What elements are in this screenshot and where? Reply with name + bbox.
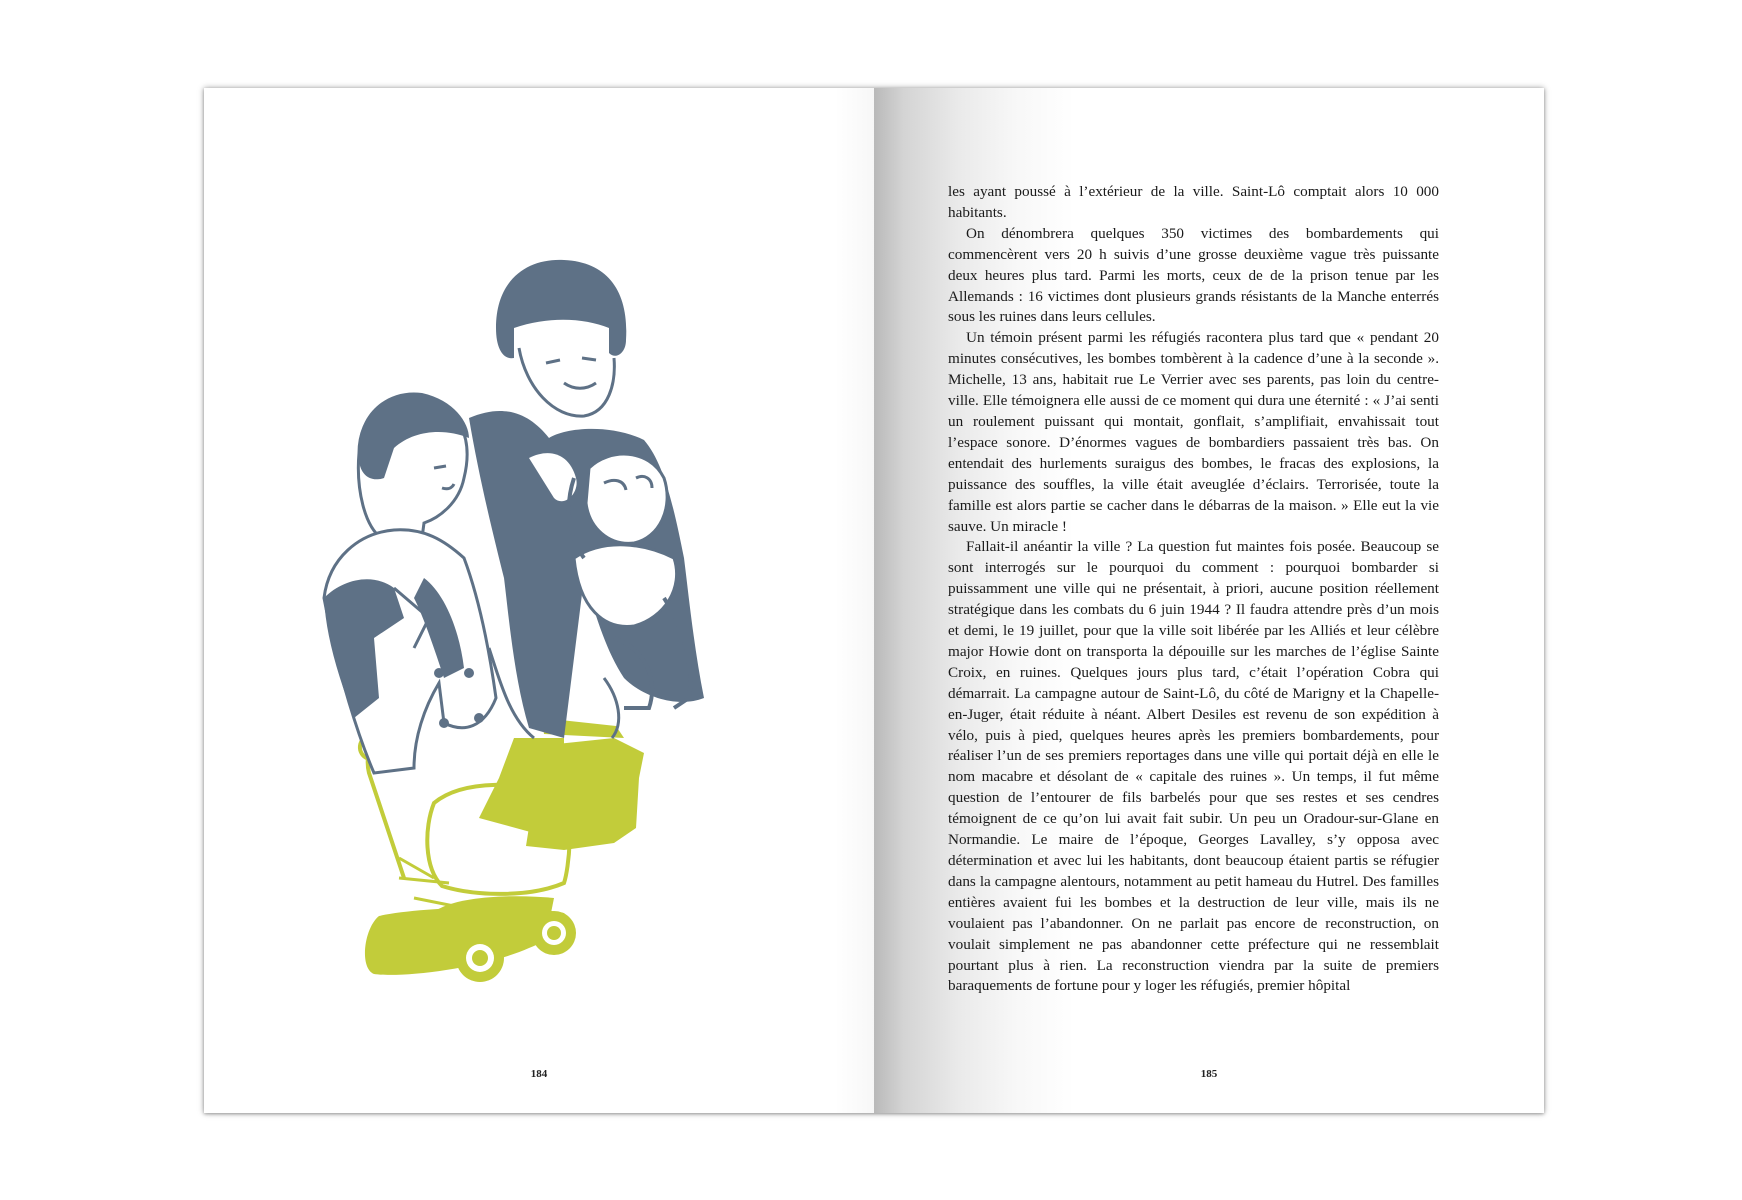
page-number-right: 185 <box>1200 1068 1218 1080</box>
gutter-shadow <box>834 88 874 1113</box>
page-number-left: 184 <box>530 1068 548 1080</box>
book-spread <box>204 88 1544 1113</box>
right-page <box>874 88 1544 1113</box>
paragraph: Un témoin présent parmi les réfugiés racontera plus tard que « pendant 20 minutes consécutives, les bombes tombèrent à la cadence d’une à la seconde ». Michelle, 13 ans, habitait rue Le Verrier avec ses parents, pas loin du centre-ville. Elle témoignera elle aussi de ce moment qui dura une éternité : « J’ai senti un roulement puissant qui montait, gonflait, s’amplifiait, envahissait tout l’espace sonore. D’énormes vagues de bombardiers passaient très bas. On entendait des hurlements suraigus des bombes, le fracas des explosions, la puissance des souffles, la ville était aveuglée d’éclairs. Terrorisée, toute la famille est alors partie se cacher dans le débarras de la maison. » Elle eut la vie sauve. Un miracle ! <box>948 329 1439 535</box>
body-text <box>948 182 1439 997</box>
family-illustration <box>264 178 824 1018</box>
paragraph: Fallait-il anéantir la ville ? La question fut maintes fois posée. Beaucoup se sont interrogés sur le pourquoi du comment : pourquoi bombarder si puissamment une ville qui ne présentait, à priori, aucune position réellement stratégique dans les combats du 6 juin 1944 ? Il faudra attendre près d’un mois et demi, le 19 juillet, pour que la ville soit libérée par les Alliés et leur célèbre major Howie dont on transporta la dépouille sur les marches de l’église Sainte Croix, en ruines. Quelques jours plus tard, c’était l’opération Cobra qui démarrait. La campagne autour de Saint-Lô, du côté de Marigny et la Chapelle-en-Juger, était réduite à néant. Albert Desiles est revenu de son expédition à vélo, puis à pied, quelques heures après les premiers bombardements, pour réaliser l’un de ses premiers reportages dans une ville qui portait déjà en elle le nom macabre et désolant de « capitale des ruines ». Un temps, il fut même question de l’entourer de fils barbelés pour que ses restes et ses cendres témoignent de ce qu’on lui avait fait subir. Un peu un Oradour-sur-Glane en Normandie. Le maire de l’époque, Georges Lavalley, s’y opposa avec détermination et avec lui les habitants, dont beaucoup étaient partis se réfugier dans la campagne alentours, notamment au petit hameau du Hutrel. Des familles entières avaient fui les bombes et la destruction de leur ville, mais ils ne voulaient pas l’abandonner. On ne parlait pas encore de reconstruction, on voulait simplement ne pas abandonner cette préfecture qui ne ressemblait pourtant plus à rien. La reconstruction viendra par la suite de premiers baraquements de fortune pour y loger les réfugiés, premier hôpital <box>948 538 1439 995</box>
paragraph: les ayant poussé à l’extérieur de la ville. Saint-Lô comptait alors 10 000 habitants. <box>948 183 1439 221</box>
left-page <box>204 88 874 1113</box>
paragraph: On dénombrera quelques 350 victimes des bombardements qui commencèrent vers 20 h suivis d’une grosse deuxième vague très puissante deux heures plus tard. Parmi les morts, ceux de de la prison tenue par les Allemands : 16 victimes dont plusieurs grands résistants de la Manche enterrés sous les ruines dans leurs cellules. <box>948 224 1439 326</box>
figures-drawing <box>324 260 704 773</box>
